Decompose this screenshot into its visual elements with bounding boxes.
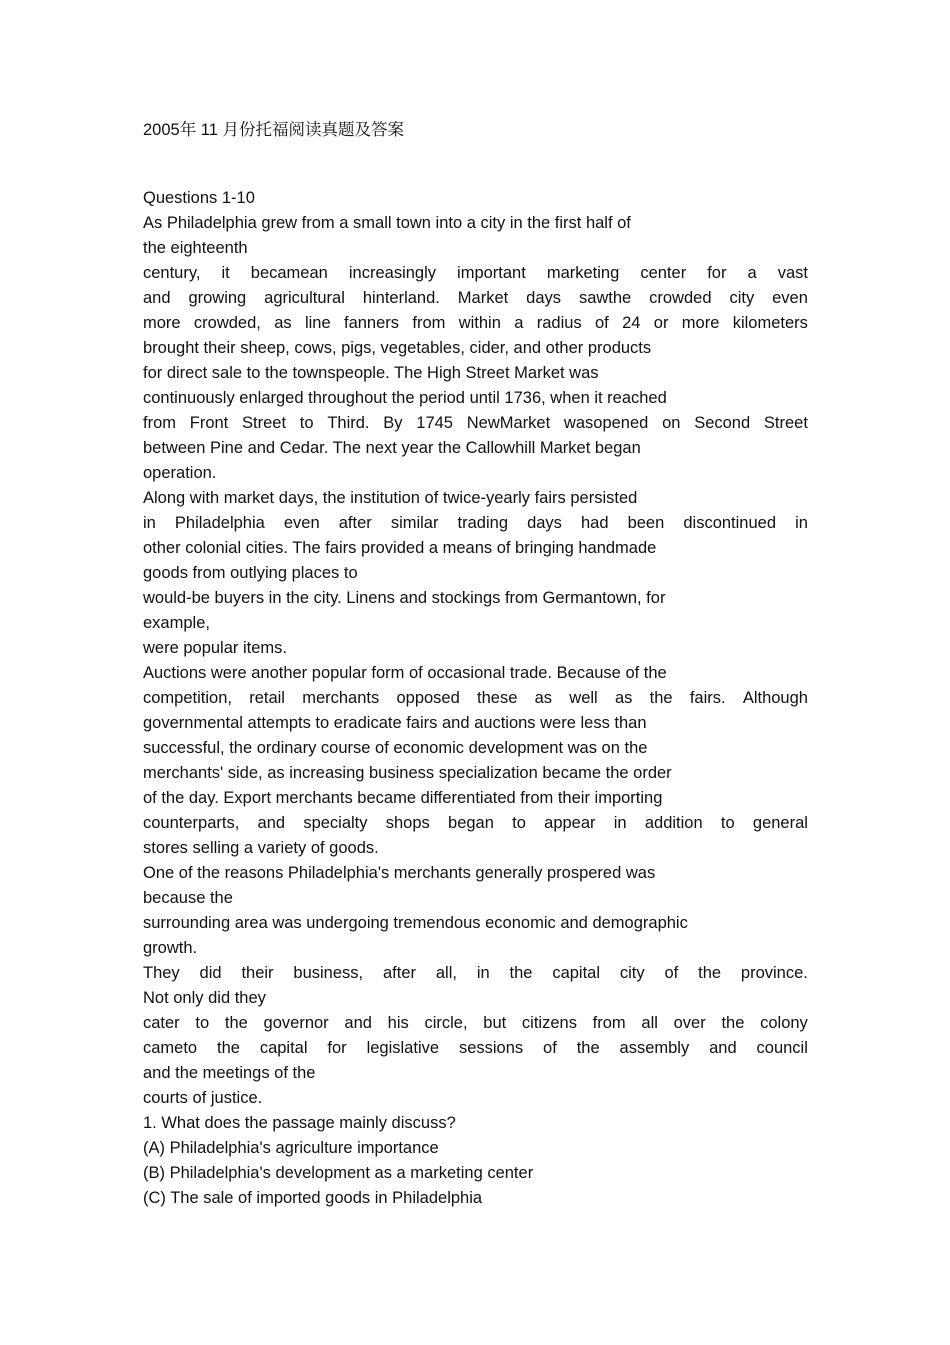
passage-word: governor [263,1014,329,1032]
passage-word: radius [536,314,582,332]
passage-word: as [614,689,633,707]
passage-word: of [543,1039,557,1057]
passage-line: were popular items. [143,639,287,657]
answer-option: (A) Philadelphia's agriculture importance [143,1139,439,1157]
passage-word: legislative [366,1039,440,1057]
passage-word: By [383,414,403,432]
passage-word: specialty [303,814,368,832]
passage-word: council [756,1039,808,1057]
passage-line: brought their sheep, cows, pigs, vegetables, cider, and other products [143,339,652,357]
passage-word: from [592,1014,626,1032]
passage-word: cater [143,1014,180,1032]
passage-word: NewMarket [466,414,551,432]
passage-line: the eighteenth [143,239,248,257]
passage-word: sawthe [578,289,632,307]
passage-word: citizens [521,1014,577,1032]
passage-word: marketing [546,264,620,282]
passage-word: Market [457,289,509,307]
passage-line: Auctions were another popular form of occasional trade. Because of the [143,664,667,682]
passage-word: general [752,814,808,832]
passage-word: even [283,514,320,532]
passage-word: the [224,1014,248,1032]
passage-line: because the [143,889,233,907]
passage-word: They [143,964,180,982]
passage-word: fairs. [689,689,726,707]
passage-word: a [514,314,524,332]
passage-line: goods from outlying places to [143,564,358,582]
passage-word: it [221,264,230,282]
passage-word: opposed [396,689,460,707]
passage-line: courts of justice. [143,1089,263,1107]
passage-line [143,1011,808,1036]
passage-word: and [257,814,286,832]
passage-word: colony [760,1014,808,1032]
passage-word: and [709,1039,737,1057]
passage-line [143,261,808,286]
passage-word: growing [188,289,247,307]
answer-option: (B) Philadelphia's development as a marketing center [143,1164,534,1182]
passage-word: well [569,689,598,707]
answer-option: (C) The sale of imported goods in Philadelphia [143,1189,483,1207]
passage-word: retail [249,689,285,707]
passage-word: century, [143,264,201,282]
passage-word: in [143,514,156,532]
passage-word: Philadelphia [174,514,265,532]
passage-line [143,961,808,986]
passage-word: similar [390,514,439,532]
passage-word: discontinued [683,514,777,532]
passage-word: fanners [343,314,400,332]
passage-word: on [662,414,681,432]
passage-line: As Philadelphia grew from a small town into a city in the first half of [143,214,631,232]
passage-word: city [619,964,645,982]
question-stem: 1. What does the passage mainly discuss? [143,1114,456,1132]
passage-word: to [720,814,735,832]
passage-word: important [457,264,526,282]
passage-word: for [707,264,727,282]
passage-word: becamean [250,264,328,282]
passage-word: assembly [619,1039,690,1057]
passage-word: in [795,514,808,532]
passage-word: agricultural [264,289,345,307]
passage-word: from [143,414,176,432]
passage-word: even [772,289,808,307]
passage-line: merchants' side, as increasing business specialization became the order [143,764,672,782]
passage-word: after [382,964,417,982]
passage-line: example, [143,614,210,632]
passage-word: city [729,289,755,307]
passage-word: Street [763,414,808,432]
passage-word: of [595,314,609,332]
passage-word: Street [242,414,287,432]
passage-line: Not only did they [143,989,266,1007]
passage-line [143,411,808,436]
passage-word: to [299,414,314,432]
passage-line: governmental attempts to eradicate fairs and auctions were less than [143,714,647,732]
passage-word: all, [435,964,457,982]
passage-line: One of the reasons Philadelphia's merchants generally prospered was [143,864,656,882]
passage-word: had [580,514,609,532]
passage-line: growth. [143,939,198,957]
passage-word: increasingly [348,264,436,282]
passage-word: after [338,514,372,532]
passage-word: addition [644,814,703,832]
passage-word: a [747,264,757,282]
passage-word: vast [777,264,808,282]
passage-word: for [327,1039,347,1057]
passage-word: merchants [302,689,380,707]
passage-word: cameto [143,1039,198,1057]
passage-word: and [143,289,171,307]
passage-word: 1745 [416,414,453,432]
passage-word: Third. [327,414,370,432]
passage-word: from [412,314,446,332]
passage-word: 24 [622,314,641,332]
passage-word: within [458,314,501,332]
passage-word: as [274,314,292,332]
document-content [143,186,808,1211]
passage-word: trading [457,514,508,532]
passage-word: all [641,1014,658,1032]
passage-word: and [344,1014,372,1032]
passage-word: to [512,814,526,832]
passage-word: wasopened [563,414,649,432]
passage-line [143,1036,808,1061]
passage-line [143,686,808,711]
passage-word: capital [259,1039,308,1057]
passage-word: competition, [143,689,232,707]
passage-word: in [613,814,627,832]
passage-word: did [199,964,222,982]
passage-word: shops [385,814,430,832]
passage-word: the [698,964,722,982]
passage-word: their [241,964,274,982]
passage-word: more [681,314,720,332]
passage-word: the [649,689,673,707]
passage-word: more [143,314,181,332]
passage-word: crowded, [193,314,261,332]
document-title: 2005年 11 月份托福阅读真题及答案 [143,121,405,139]
passage-word: in [476,964,490,982]
passage-word: over [673,1014,706,1032]
passage-line: and the meetings of the [143,1064,316,1082]
passage-word: the [721,1014,745,1032]
passage-line [143,811,808,836]
passage-word: business, [293,964,364,982]
passage-word: of [664,964,679,982]
passage-word: sessions [458,1039,524,1057]
passage-line [143,511,808,536]
passage-word: center [640,264,687,282]
passage-word: these [477,689,518,707]
passage-word: as [534,689,553,707]
answer-options [143,1136,808,1211]
passage-word: appear [544,814,596,832]
passage-word: counterparts, [143,814,240,832]
passage-line: continuously enlarged throughout the period until 1736, when it reached [143,389,667,407]
passage-line: for direct sale to the townspeople. The High Street Market was [143,364,599,382]
passage-word: the [509,964,533,982]
passage-line: operation. [143,464,217,482]
passage-word: the [217,1039,240,1057]
passage-line: successful, the ordinary course of economic development was on the [143,739,648,757]
passage-line [143,311,808,336]
passage-word: Although [742,689,808,707]
passage-word: days [526,289,562,307]
passage-word: capital [552,964,601,982]
passage-word: line [304,314,331,332]
passage-word: his [387,1014,409,1032]
passage-word: or [653,314,669,332]
passage-word: but [483,1014,507,1032]
passage-line: other colonial cities. The fairs provided a means of bringing handmade [143,539,657,557]
reading-passage [143,211,808,1111]
passage-word: to [195,1014,210,1032]
passage-line: Along with market days, the institution of twice-yearly fairs persisted [143,489,638,507]
passage-word: province. [740,964,808,982]
passage-word: Front [189,414,229,432]
passage-word: days [527,514,562,532]
questions-heading: Questions 1-10 [143,189,255,207]
passage-line [143,286,808,311]
passage-word: kilometers [732,314,808,332]
passage-word: began [448,814,494,832]
passage-line: surrounding area was undergoing tremendous economic and demographic [143,914,688,932]
passage-line: between Pine and Cedar. The next year the Callowhill Market began [143,439,641,457]
passage-word: the [576,1039,600,1057]
passage-line: would-be buyers in the city. Linens and stockings from Germantown, for [143,589,666,607]
passage-word: hinterland. [362,289,440,307]
passage-line: stores selling a variety of goods. [143,839,379,857]
passage-line: of the day. Export merchants became differentiated from their importing [143,789,663,807]
passage-word: been [627,514,665,532]
passage-word: crowded [649,289,712,307]
passage-word: Second [694,414,751,432]
passage-word: circle, [424,1014,468,1032]
